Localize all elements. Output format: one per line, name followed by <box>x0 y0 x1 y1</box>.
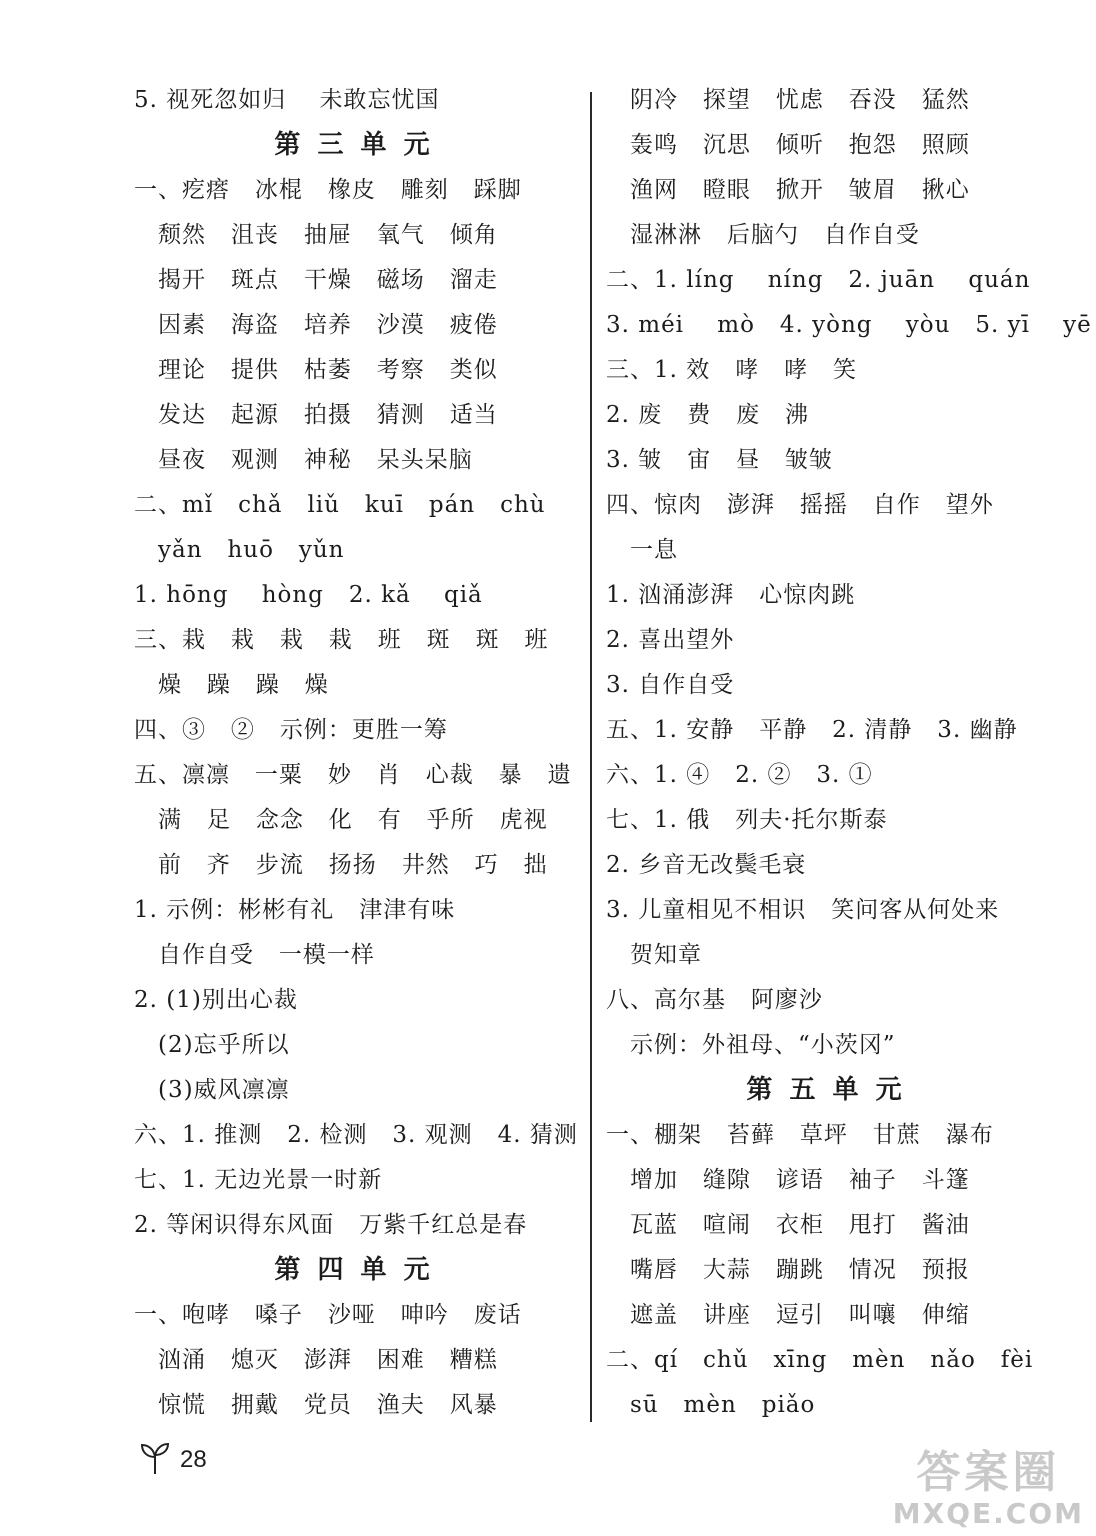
answer-line: 五、1. 安静 平静 2. 清静 3. 幽静 <box>606 717 1018 743</box>
answer-line: 发达 起源 拍摄 猜测 适当 <box>158 402 498 428</box>
page-number: 28 <box>180 1446 207 1473</box>
answer-line: 3. 皱 宙 昼 皱皱 <box>606 447 834 473</box>
answer-line: 六、1. 推测 2. 检测 3. 观测 4. 猜测 <box>134 1122 578 1148</box>
answer-line: 一息 <box>630 537 678 563</box>
answer-line: 示例：外祖母、“小茨冈” <box>630 1032 896 1058</box>
watermark-url: MXQE.COM <box>892 1497 1084 1530</box>
answer-line: 七、1. 无边光景一时新 <box>134 1167 383 1193</box>
answer-line: 2. 乡音无改鬓毛衰 <box>606 852 807 878</box>
answer-line: 2. (1)别出心裁 <box>134 987 298 1013</box>
answer-line: 惊慌 拥戴 党员 渔夫 风暴 <box>158 1392 498 1418</box>
answer-line: 遮盖 讲座 逗引 叫嚷 伸缩 <box>630 1302 970 1328</box>
answer-line: 四、惊肉 澎湃 摇摇 自作 望外 <box>606 492 994 518</box>
answer-line: 六、1. ④ 2. ② 3. ① <box>606 762 873 788</box>
answer-line: 理论 提供 枯萎 考察 类似 <box>158 357 498 383</box>
answer-line: 因素 海盗 培养 沙漠 疲倦 <box>158 312 498 338</box>
right-column <box>606 78 1092 1428</box>
answer-line: 昼夜 观测 神秘 呆头呆脑 <box>158 447 473 473</box>
watermark-title: 答案圈 <box>916 1447 1061 1498</box>
answer-line: sū mèn piǎo <box>630 1392 816 1418</box>
answer-line: yǎn huō yǔn <box>158 537 345 563</box>
page-footer <box>140 1440 207 1480</box>
answer-line: 3. 儿童相见不相识 笑问客从何处来 <box>606 897 1000 923</box>
section-heading: 第 三 单 元 <box>274 130 434 160</box>
answer-line: 1. hōng hòng 2. kǎ qiǎ <box>134 582 483 608</box>
answer-line: 轰鸣 沉思 倾听 抱怨 照顾 <box>630 132 970 158</box>
answer-line: 2. 等闲识得东风面 万紫千红总是春 <box>134 1212 528 1238</box>
answer-line: 一、咆哮 嗓子 沙哑 呻吟 废话 <box>134 1302 522 1328</box>
answer-line: 揭开 斑点 干燥 磁场 溜走 <box>158 267 498 293</box>
answer-line: 一、棚架 苔藓 草坪 甘蔗 瀑布 <box>606 1122 994 1148</box>
answer-line: 满 足 念念 化 有 乎所 虎视 <box>158 807 548 833</box>
answer-line: 3. méi mò 4. yòng yòu 5. yī yē <box>606 312 1092 338</box>
watermark-logo <box>893 1449 1084 1530</box>
answer-line: 三、栽 栽 栽 栽 班 斑 斑 班 <box>134 627 549 653</box>
answer-line: 四、③ ② 示例：更胜一筹 <box>134 717 448 743</box>
section-heading: 第 四 单 元 <box>274 1255 434 1285</box>
answer-line: 汹涌 熄灭 澎湃 困难 糟糕 <box>158 1347 498 1373</box>
answer-line: 渔网 瞪眼 掀开 皱眉 揪心 <box>630 177 970 203</box>
answer-line: 贺知章 <box>630 942 702 968</box>
answer-line: 嘴唇 大蒜 蹦跳 情况 预报 <box>630 1257 970 1283</box>
answer-line: 燥 躁 躁 燥 <box>158 672 329 698</box>
answer-line: 三、1. 效 哮 哮 笑 <box>606 357 858 383</box>
answer-line: 1. 示例：彬彬有礼 津津有味 <box>134 897 456 923</box>
answer-line: 一、疙瘩 冰棍 橡皮 雕刻 踩脚 <box>134 177 522 203</box>
answer-line: (2)忘乎所以 <box>158 1032 290 1058</box>
answer-line: 1. 汹涌澎湃 心惊肉跳 <box>606 582 856 608</box>
answer-line: 5. 视死忽如归 未敢忘忧国 <box>134 87 440 113</box>
answer-line: 二、mǐ chǎ liǔ kuī pán chù <box>134 492 546 518</box>
answer-line: 自作自受 一模一样 <box>158 942 375 968</box>
answer-line: 二、1. líng níng 2. juān quán <box>606 267 1031 293</box>
answer-line: 颓然 沮丧 抽屉 氧气 倾角 <box>158 222 498 248</box>
answer-line: 湿淋淋 后脑勺 自作自受 <box>630 222 920 248</box>
answer-line: 2. 废 费 废 沸 <box>606 402 810 428</box>
section-heading: 第 五 单 元 <box>746 1075 906 1105</box>
answer-line: 七、1. 俄 列夫·托尔斯泰 <box>606 807 888 833</box>
column-divider <box>590 92 592 1422</box>
answer-line: 五、凛凛 一粟 妙 肖 心裁 暴 遗 <box>134 762 572 788</box>
answer-line: 二、qí chǔ xīng mèn nǎo fèi <box>606 1347 1034 1373</box>
answer-line: 阴冷 探望 忧虑 吞没 猛然 <box>630 87 970 113</box>
answer-line: (3)威风凛凛 <box>158 1077 290 1103</box>
answer-line: 3. 自作自受 <box>606 672 735 698</box>
answer-line: 八、高尔基 阿廖沙 <box>606 987 823 1013</box>
answer-line: 瓦蓝 喧闹 衣柜 甩打 酱油 <box>630 1212 970 1238</box>
answer-line: 前 齐 步流 扬扬 井然 巧 拙 <box>158 852 548 878</box>
answer-line: 增加 缝隙 谚语 袖子 斗篷 <box>630 1167 970 1193</box>
answer-line: 2. 喜出望外 <box>606 627 735 653</box>
sprout-icon <box>140 1441 170 1479</box>
left-column <box>134 78 578 1428</box>
